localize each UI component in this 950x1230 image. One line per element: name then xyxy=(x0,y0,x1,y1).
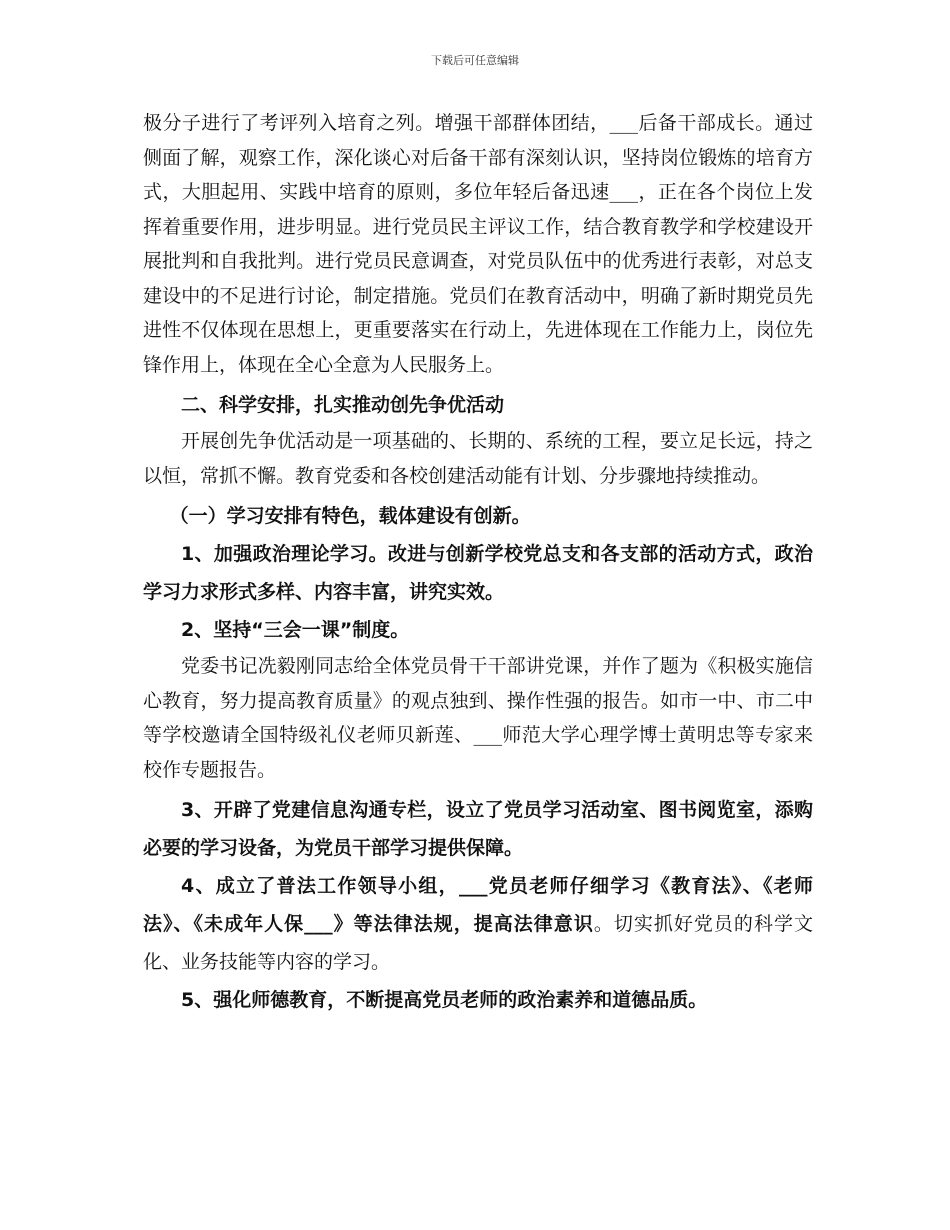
list-item-1: 1、加强政治理论学习。改进与创新学校党总支和各支部的活动方式，政治学习力求形式多样、内容丰富，讲究实效。 xyxy=(143,543,813,603)
list-item-4 xyxy=(143,867,813,981)
page-header: 下载后可任意编辑 xyxy=(431,54,519,67)
document-body xyxy=(143,106,813,1019)
list-item-4-bold: 4、成立了普法工作领导小组，___党员老师仔细学习《教育法》、《老师法》、《未成年人保___》等法律法规，提高法律意识 xyxy=(143,875,813,935)
paragraph-2: 开展创先争优活动是一项基础的、长期的、系统的工程，要立足长远，持之以恒，常抓不懈。教育党委和各校创建活动能有计划、分步骤地持续推动。 xyxy=(143,430,813,487)
paragraph-3: 党委书记冼毅刚同志给全体党员骨干干部讲党课，并作了题为《积极实施信心教育，努力提高教育质量》的观点独到、操作性强的报告。如市一中、市二中等学校邀请全国特级礼仪老师贝新莲、___师范大学心理学博士黄明忠等专家来校作专题报告。 xyxy=(143,655,813,781)
list-item-4-rest: 。切实抓好党员的科学文化、业务技能等内容的学习。 xyxy=(143,913,813,973)
list-item-2: 2、坚持“三会一课”制度。 xyxy=(181,619,410,641)
list-item-5: 5、强化师德教育，不断提高党员老师的政治素养和道德品质。 xyxy=(181,989,708,1011)
section-heading-2: 二、科学安排，扎实推动创先争优活动 xyxy=(181,394,505,416)
subsection-heading-1: （一）学习安排有特色，载体建设有创新。 xyxy=(169,505,531,527)
list-item-3: 3、开辟了党建信息沟通专栏，设立了党员学习活动室、图书阅览室，添购必要的学习设备，为党员干部学习提供保障。 xyxy=(143,799,813,859)
paragraph-1: 极分子进行了考评列入培育之列。增强干部群体团结，___后备干部成长。通过侧面了解，观察工作，深化谈心对后备干部有深刻认识，坚持岗位锻炼的培育方式，大胆起用、实践中培育的原则，多位年轻后备迅速___，正在各个岗位上发挥着重要作用，进步明显。进行党员民主评议工作，结合教育教学和学校建设开展批判和自我批判。进行党员民意调查，对党员队伍中的优秀进行表彰，对总支建设中的不足进行讨论，制定措施。党员们在教育活动中，明确了新时期党员先进性不仅体现在思想上，更重要落实在行动上，先进体现在工作能力上，岗位先锋作用上，体现在全心全意为人民服务上。 xyxy=(143,112,813,376)
